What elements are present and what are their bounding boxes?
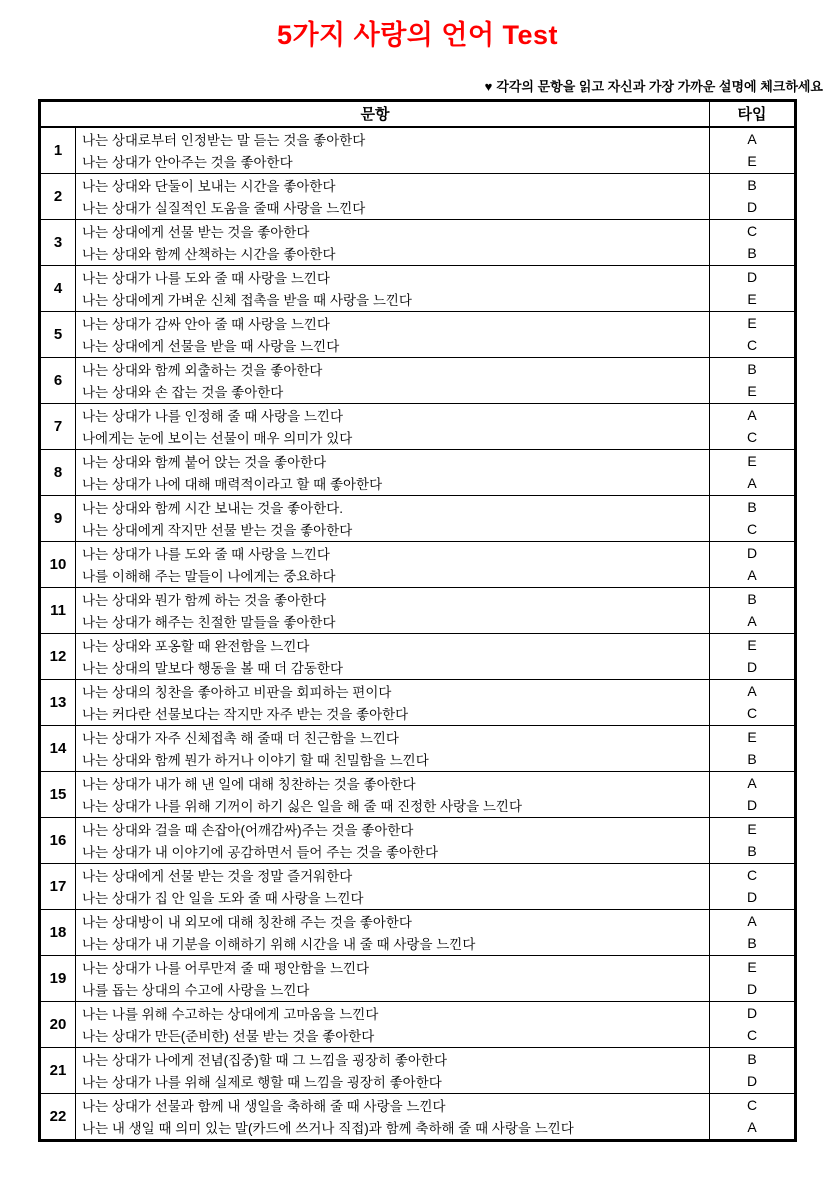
question-statement: 나는 상대에게 가벼운 신체 접촉을 받을 때 사랑을 느낀다 <box>82 293 412 309</box>
question-statement: 나는 상대가 실질적인 도움을 줄때 사랑을 느낀다 <box>82 201 366 217</box>
row-questions <box>76 173 710 219</box>
row-number: 10 <box>40 541 76 587</box>
row-number: 2 <box>40 173 76 219</box>
type-letter: A <box>747 406 757 423</box>
row-types <box>710 173 796 219</box>
type-letter: E <box>747 314 757 331</box>
row-types <box>710 771 796 817</box>
row-number: 11 <box>40 587 76 633</box>
row-types <box>710 1093 796 1140</box>
row-types <box>710 1001 796 1047</box>
question-statement: 나는 상대가 감싸 안아 줄 때 사랑을 느낀다 <box>82 316 330 332</box>
row-types <box>710 817 796 863</box>
table-row <box>40 771 796 817</box>
type-letter: D <box>746 1004 758 1021</box>
question-statement: 나는 상대와 함께 붙어 앉는 것을 좋아한다 <box>82 454 327 470</box>
type-letter: D <box>746 889 758 906</box>
question-statement: 나에게는 눈에 보이는 선물이 매우 의미가 있다 <box>82 431 353 447</box>
question-statement: 나는 상대와 단둘이 보내는 시간을 좋아한다 <box>82 178 336 194</box>
row-number: 14 <box>40 725 76 771</box>
type-letter: D <box>746 797 758 814</box>
type-letter: A <box>747 613 757 630</box>
row-questions <box>76 725 710 771</box>
row-questions <box>76 1001 710 1047</box>
heart-icon: ♥ <box>484 79 493 94</box>
row-questions <box>76 955 710 1001</box>
type-letter: E <box>747 636 757 653</box>
type-letter: C <box>746 1096 758 1113</box>
row-questions <box>76 633 710 679</box>
row-types <box>710 679 796 725</box>
type-letter: D <box>746 199 758 216</box>
table-row <box>40 955 796 1001</box>
row-questions <box>76 357 710 403</box>
question-statement: 나는 상대가 나를 도와 줄 때 사랑을 느낀다 <box>82 546 330 562</box>
row-types <box>710 955 796 1001</box>
table-header <box>40 101 796 127</box>
table-row <box>40 127 796 174</box>
question-statement: 나는 상대가 나에 대해 매력적이라고 할 때 좋아한다 <box>82 477 383 493</box>
row-questions <box>76 541 710 587</box>
question-statement: 나는 상대와 함께 산책하는 시간을 좋아한다 <box>82 247 336 263</box>
type-letter: E <box>747 291 757 308</box>
table-row <box>40 357 796 403</box>
row-number: 6 <box>40 357 76 403</box>
questions-table <box>38 99 797 1142</box>
question-statement: 나는 상대가 집 안 일을 도와 줄 때 사랑을 느낀다 <box>82 891 364 907</box>
type-letter: E <box>747 958 757 975</box>
question-statement: 나는 상대에게 작지만 선물 받는 것을 좋아한다 <box>82 523 353 539</box>
type-letter: D <box>746 544 758 561</box>
question-statement: 나는 상대가 내 이야기에 공감하면서 들어 주는 것을 좋아한다 <box>82 845 439 861</box>
type-letter: A <box>747 912 757 929</box>
question-statement: 나는 상대로부터 인정받는 말 듣는 것을 좋아한다 <box>82 132 366 148</box>
question-statement: 나는 상대에게 선물 받는 것을 정말 즐거워한다 <box>82 868 353 884</box>
question-statement: 나는 상대가 나를 위해 기꺼이 하기 싫은 일을 해 줄 때 진정한 사랑을 느낀다 <box>82 799 522 815</box>
question-statement: 나는 상대에게 선물 받는 것을 좋아한다 <box>82 224 310 240</box>
row-questions <box>76 219 710 265</box>
type-letter: B <box>747 176 757 193</box>
question-statement: 나는 상대와 포옹할 때 완전함을 느낀다 <box>82 638 310 654</box>
question-statement: 나는 상대와 함께 시간 보내는 것을 좋아한다. <box>82 500 343 516</box>
type-letter: A <box>747 1119 757 1136</box>
row-types <box>710 403 796 449</box>
table-row <box>40 633 796 679</box>
row-questions <box>76 771 710 817</box>
row-number: 19 <box>40 955 76 1001</box>
row-types <box>710 311 796 357</box>
table-row <box>40 495 796 541</box>
row-questions <box>76 449 710 495</box>
table-row <box>40 311 796 357</box>
row-questions <box>76 863 710 909</box>
type-letter: E <box>747 728 757 745</box>
type-letter: B <box>747 843 757 860</box>
row-questions <box>76 127 710 174</box>
row-number: 20 <box>40 1001 76 1047</box>
row-questions <box>76 587 710 633</box>
row-questions <box>76 311 710 357</box>
table-row <box>40 1001 796 1047</box>
type-letter: C <box>746 337 758 354</box>
type-letter: C <box>746 705 758 722</box>
row-number: 16 <box>40 817 76 863</box>
question-statement: 나를 돕는 상대의 수고에 사랑을 느낀다 <box>82 983 310 999</box>
type-letter: B <box>747 751 757 768</box>
row-questions <box>76 495 710 541</box>
question-statement: 나는 상대가 나를 인정해 줄 때 사랑을 느낀다 <box>82 408 343 424</box>
type-letter: D <box>746 659 758 676</box>
type-letter: E <box>747 452 757 469</box>
type-letter: C <box>746 429 758 446</box>
question-statement: 나는 상대가 자주 신체접촉 해 줄때 더 친근함을 느낀다 <box>82 730 399 746</box>
question-statement: 나는 상대가 나에게 전념(집중)할 때 그 느낌을 굉장히 좋아한다 <box>82 1052 448 1068</box>
table-row <box>40 679 796 725</box>
question-statement: 나는 상대가 내 기분을 이해하기 위해 시간을 내 줄 때 사랑을 느낀다 <box>82 937 476 953</box>
row-questions <box>76 909 710 955</box>
type-letter: B <box>747 245 757 262</box>
row-number: 21 <box>40 1047 76 1093</box>
row-types <box>710 1047 796 1093</box>
question-statement: 나는 상대가 해주는 친절한 말들을 좋아한다 <box>82 615 336 631</box>
type-letter: B <box>747 1050 757 1067</box>
table-row <box>40 403 796 449</box>
question-statement: 나는 상대가 선물과 함께 내 생일을 축하해 줄 때 사랑을 느낀다 <box>82 1098 446 1114</box>
row-number: 4 <box>40 265 76 311</box>
type-letter: D <box>746 981 758 998</box>
row-types <box>710 909 796 955</box>
row-number: 17 <box>40 863 76 909</box>
type-letter: C <box>746 521 758 538</box>
type-letter: A <box>747 774 757 791</box>
row-types <box>710 863 796 909</box>
row-number: 5 <box>40 311 76 357</box>
row-number: 12 <box>40 633 76 679</box>
row-number: 13 <box>40 679 76 725</box>
type-letter: A <box>747 567 757 584</box>
row-questions <box>76 1093 710 1140</box>
header-row <box>40 101 796 127</box>
row-number: 3 <box>40 219 76 265</box>
question-statement: 나는 상대와 손 잡는 것을 좋아한다 <box>82 385 284 401</box>
row-number: 7 <box>40 403 76 449</box>
row-number: 15 <box>40 771 76 817</box>
type-letter: C <box>746 1027 758 1044</box>
question-statement: 나는 상대의 칭찬을 좋아하고 비판을 회피하는 편이다 <box>82 684 392 700</box>
table-body <box>40 127 796 1141</box>
row-number: 22 <box>40 1093 76 1140</box>
type-letter: D <box>746 268 758 285</box>
table-row <box>40 1047 796 1093</box>
question-statement: 나는 상대의 말보다 행동을 볼 때 더 감동한다 <box>82 661 343 677</box>
row-number: 9 <box>40 495 76 541</box>
row-types <box>710 495 796 541</box>
row-questions <box>76 679 710 725</box>
type-letter: E <box>747 820 757 837</box>
question-statement: 나는 커다란 선물보다는 작지만 자주 받는 것을 좋아한다 <box>82 707 409 723</box>
instruction-line <box>0 76 835 95</box>
table-row <box>40 219 796 265</box>
question-statement: 나는 상대와 걸을 때 손잡아(어깨감싸)주는 것을 좋아한다 <box>82 822 414 838</box>
table-row <box>40 1093 796 1140</box>
table-row <box>40 265 796 311</box>
type-letter: A <box>747 130 757 147</box>
header-question: 문항 <box>40 101 710 127</box>
table-row <box>40 587 796 633</box>
type-letter: B <box>747 498 757 515</box>
type-letter: C <box>746 866 758 883</box>
type-letter: C <box>746 222 758 239</box>
type-letter: E <box>747 153 757 170</box>
header-type: 타입 <box>710 101 796 127</box>
row-questions <box>76 1047 710 1093</box>
row-questions <box>76 403 710 449</box>
row-types <box>710 633 796 679</box>
type-letter: B <box>747 360 757 377</box>
table-row <box>40 449 796 495</box>
question-statement: 나는 상대와 함께 뭔가 하거나 이야기 할 때 친밀함을 느낀다 <box>82 753 429 769</box>
instruction-text: 각각의 문항을 읽고 자신과 가장 가까운 설명에 체크하세요 <box>496 79 823 94</box>
question-statement: 나는 상대가 나를 위해 실제로 행할 때 느낌을 굉장히 좋아한다 <box>82 1075 442 1091</box>
question-statement: 나는 내 생일 때 의미 있는 말(카드에 쓰거나 직접)과 함께 축하해 줄 때 사랑을 느낀다 <box>82 1121 574 1137</box>
question-statement: 나는 상대가 나를 어루만져 줄 때 평안함을 느낀다 <box>82 960 370 976</box>
table-row <box>40 173 796 219</box>
row-types <box>710 541 796 587</box>
question-statement: 나는 상대가 만든(준비한) 선물 받는 것을 좋아한다 <box>82 1029 375 1045</box>
row-types <box>710 127 796 174</box>
type-letter: A <box>747 475 757 492</box>
row-types <box>710 587 796 633</box>
table-row <box>40 817 796 863</box>
question-statement: 나는 상대가 안아주는 것을 좋아한다 <box>82 155 293 171</box>
question-statement: 나를 이해해 주는 말들이 나에게는 중요하다 <box>82 569 336 585</box>
row-number: 18 <box>40 909 76 955</box>
type-letter: A <box>747 682 757 699</box>
type-letter: D <box>746 1073 758 1090</box>
question-statement: 나는 상대와 함께 외출하는 것을 좋아한다 <box>82 362 323 378</box>
row-types <box>710 357 796 403</box>
row-questions <box>76 817 710 863</box>
row-number: 8 <box>40 449 76 495</box>
type-letter: B <box>747 935 757 952</box>
row-types <box>710 219 796 265</box>
question-statement: 나는 나를 위해 수고하는 상대에게 고마움을 느낀다 <box>82 1006 379 1022</box>
row-types <box>710 725 796 771</box>
table-row <box>40 909 796 955</box>
type-letter: E <box>747 383 757 400</box>
row-number: 1 <box>40 127 76 174</box>
question-statement: 나는 상대와 뭔가 함께 하는 것을 좋아한다 <box>82 592 327 608</box>
table-row <box>40 863 796 909</box>
table-row <box>40 541 796 587</box>
page-title: 5가지 사랑의 언어 Test <box>276 20 559 50</box>
question-statement: 나는 상대에게 선물을 받을 때 사랑을 느낀다 <box>82 339 340 355</box>
question-statement: 나는 상대가 나를 도와 줄 때 사랑을 느낀다 <box>82 270 330 286</box>
question-statement: 나는 상대가 내가 해 낸 일에 대해 칭찬하는 것을 좋아한다 <box>82 776 416 792</box>
row-types <box>710 265 796 311</box>
question-statement: 나는 상대방이 내 외모에 대해 칭찬해 주는 것을 좋아한다 <box>82 914 412 930</box>
row-types <box>710 449 796 495</box>
table-row <box>40 725 796 771</box>
row-questions <box>76 265 710 311</box>
type-letter: B <box>747 590 757 607</box>
